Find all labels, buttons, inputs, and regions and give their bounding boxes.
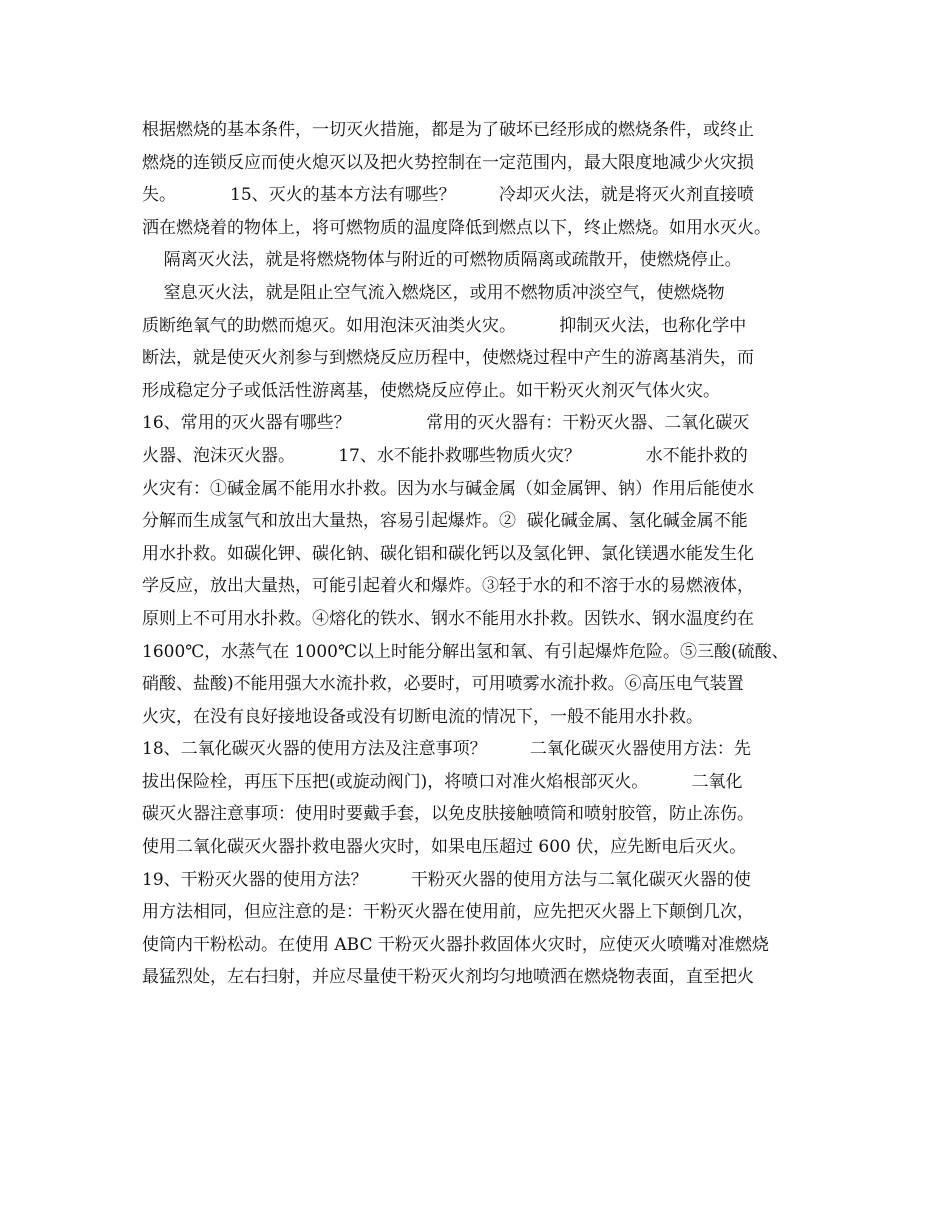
text-line: 燃烧的连锁反应而使火熄灭以及把火势控制在一定范围内，最大限度地减少火灾损	[142, 152, 754, 173]
text-line: 19、干粉灭火器的使用方法？ 干粉灭火器的使用方法与二氧化碳灭火器的使	[142, 869, 751, 890]
text-line: 火灾有：①碱金属不能用水扑救。因为水与碱金属（如金属钾、钠）作用后能使水	[142, 478, 754, 499]
text-line: 火器、泡沫灭火器。 17、水不能扑救哪些物质火灾？ 水不能扑救的	[142, 445, 748, 466]
text-line: 用水扑救。如碳化钾、碳化钠、碳化铝和碳化钙以及氢化钾、氯化镁遇水能发生化	[142, 543, 754, 564]
text-line: 使用二氧化碳灭火器扑救电器火灾时，如果电压超过 600 伏，应先断电后灭火。	[142, 837, 747, 858]
text-line: 形成稳定分子或低活性游离基，使燃烧反应停止。如干粉灭火剂灭气体火灾。	[142, 380, 720, 401]
text-line: 火灾，在没有良好接地设备或没有切断电流的情况下，一般不能用水扑救。	[142, 706, 703, 727]
text-line: 16、常用的灭火器有哪些？ 常用的灭火器有：干粉灭火器、二氧化碳灭	[142, 413, 750, 434]
body-text	[142, 114, 842, 994]
text-line: 隔离灭火法，就是将燃烧物体与附近的可燃物质隔离或疏散开，使燃烧停止。	[142, 250, 742, 271]
text-line: 分解而生成氢气和放出大量热，容易引起爆炸。② 碳化碱金属、氢化碱金属不能	[142, 511, 748, 532]
text-line: 洒在燃烧着的物体上，将可燃物质的温度降低到燃点以下，终止燃烧。如用水灭火。	[142, 217, 771, 238]
text-line: 1600℃，水蒸气在 1000℃以上时能分解出氢和氧、有引起爆炸危险。⑤三酸(硫酸、	[142, 641, 789, 662]
text-line: 断法，就是使灭火剂参与到燃烧反应历程中，使燃烧过程中产生的游离基消失，而	[142, 348, 754, 369]
text-line: 窒息灭火法，就是阻止空气流入燃烧区，或用不燃物质冲淡空气，使燃烧物	[142, 282, 725, 303]
text-line: 学反应，放出大量热，可能引起着火和爆炸。③轻于水的和不溶于水的易燃液体，	[142, 576, 754, 597]
text-line: 使筒内干粉松动。在使用 ABC 干粉灭火器扑救固体火灾时，应使灭火喷嘴对准燃烧	[142, 934, 769, 955]
text-line: 18、二氧化碳灭火器的使用方法及注意事项？ 二氧化碳灭火器使用方法：先	[142, 739, 751, 760]
text-line: 拔出保险栓，再压下压把(或旋动阀门)，将喷口对准火焰根部灭火。 二氧化	[142, 771, 743, 792]
text-line: 碳灭火器注意事项：使用时要戴手套，以免皮肤接触喷筒和喷射胶管，防止冻伤。	[142, 804, 754, 825]
text-line: 失。 15、灭火的基本方法有哪些？ 冷却灭火法，就是将灭火剂直接喷	[142, 185, 754, 206]
text-line: 质断绝氧气的助燃而熄灭。如用泡沫灭油类火灾。 抑制灭火法，也称化学中	[142, 315, 747, 336]
text-line: 最猛烈处，左右扫射，并应尽量使干粉灭火剂均匀地喷洒在燃烧物表面，直至把火	[142, 967, 754, 988]
text-line: 硝酸、盐酸)不能用强大水流扑救，必要时，可用喷雾水流扑救。⑥高压电气装置	[142, 674, 744, 695]
text-line: 原则上不可用水扑救。④熔化的铁水、钢水不能用水扑救。因铁水、钢水温度约在	[142, 608, 754, 629]
text-line: 根据燃烧的基本条件，一切灭火措施，都是为了破坏已经形成的燃烧条件，或终止	[142, 120, 754, 140]
text-line: 用方法相同，但应注意的是：干粉灭火器在使用前，应先把灭火器上下颠倒几次，	[142, 902, 754, 923]
